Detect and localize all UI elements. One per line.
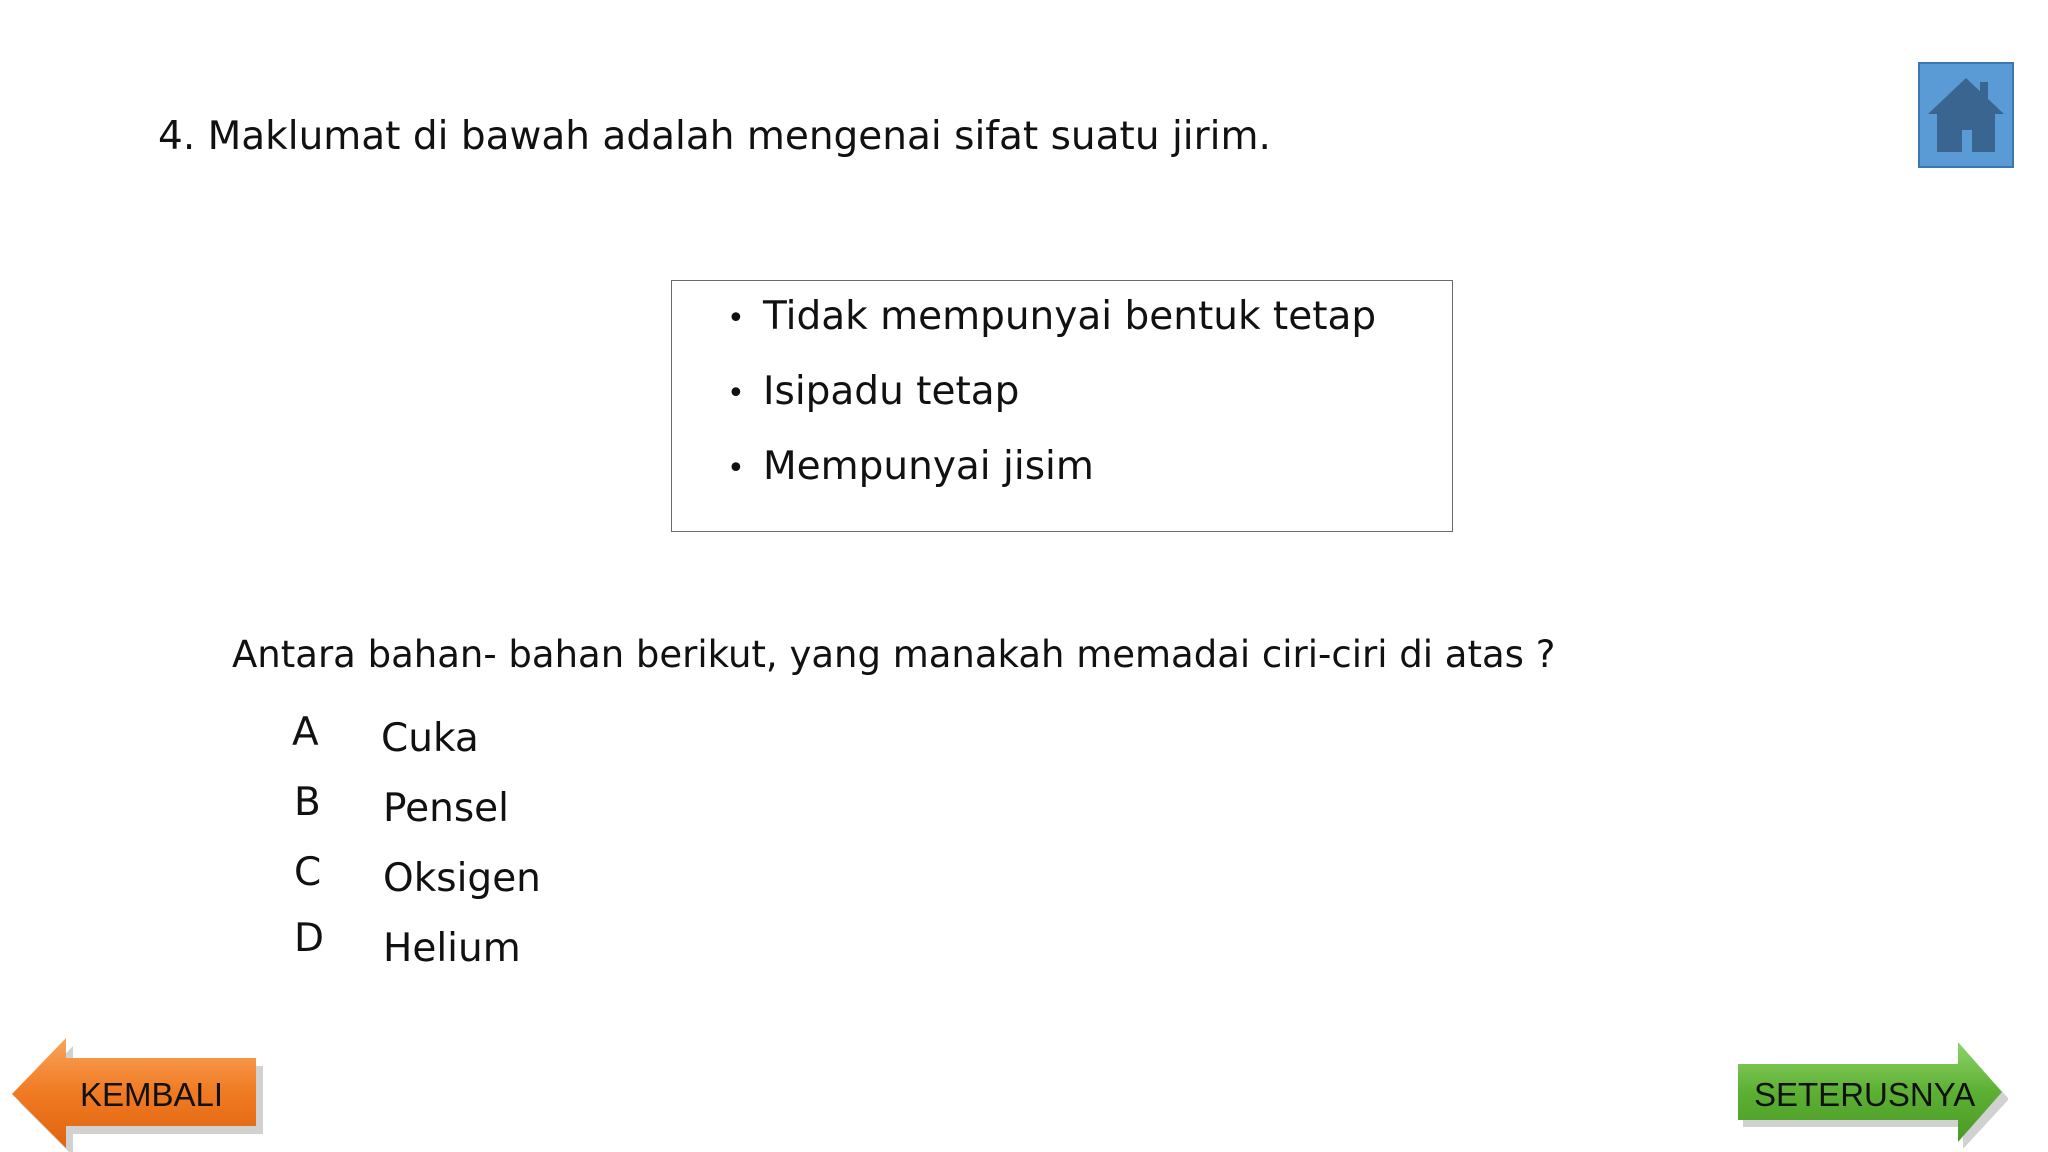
bullet: • — [727, 301, 745, 336]
question-prompt: Antara bahan- bahan berikut, yang manakah memadai ciri-ciri di atas ? — [232, 633, 1556, 676]
property-text: Tidak mempunyai bentuk tetap — [763, 294, 1377, 339]
back-label: KEMBALI — [80, 1076, 224, 1113]
home-icon — [1920, 64, 2012, 166]
option-text: Pensel — [383, 786, 509, 831]
option-text: Cuka — [381, 716, 479, 761]
property-item — [727, 294, 1376, 339]
property-item — [727, 369, 1019, 414]
option-letter: A — [292, 710, 319, 755]
next-label: SETERUSNYA — [1754, 1076, 1976, 1113]
question-title: 4. Maklumat di bawah adalah mengenai sifat suatu jirim. — [158, 114, 1271, 159]
option-letter: B — [294, 780, 321, 825]
back-button[interactable] — [8, 1036, 264, 1152]
option-text: Oksigen — [383, 856, 541, 901]
property-text: Isipadu tetap — [763, 369, 1020, 414]
property-text: Mempunyai jisim — [763, 444, 1094, 489]
option-letter: C — [294, 850, 322, 895]
bullet: • — [727, 376, 745, 411]
bullet: • — [727, 451, 745, 486]
properties-box — [671, 280, 1453, 532]
next-button[interactable] — [1736, 1040, 2008, 1148]
home-button[interactable] — [1918, 62, 2014, 168]
option-letter: D — [294, 916, 325, 961]
option-text: Helium — [383, 926, 521, 971]
property-item — [727, 444, 1094, 489]
